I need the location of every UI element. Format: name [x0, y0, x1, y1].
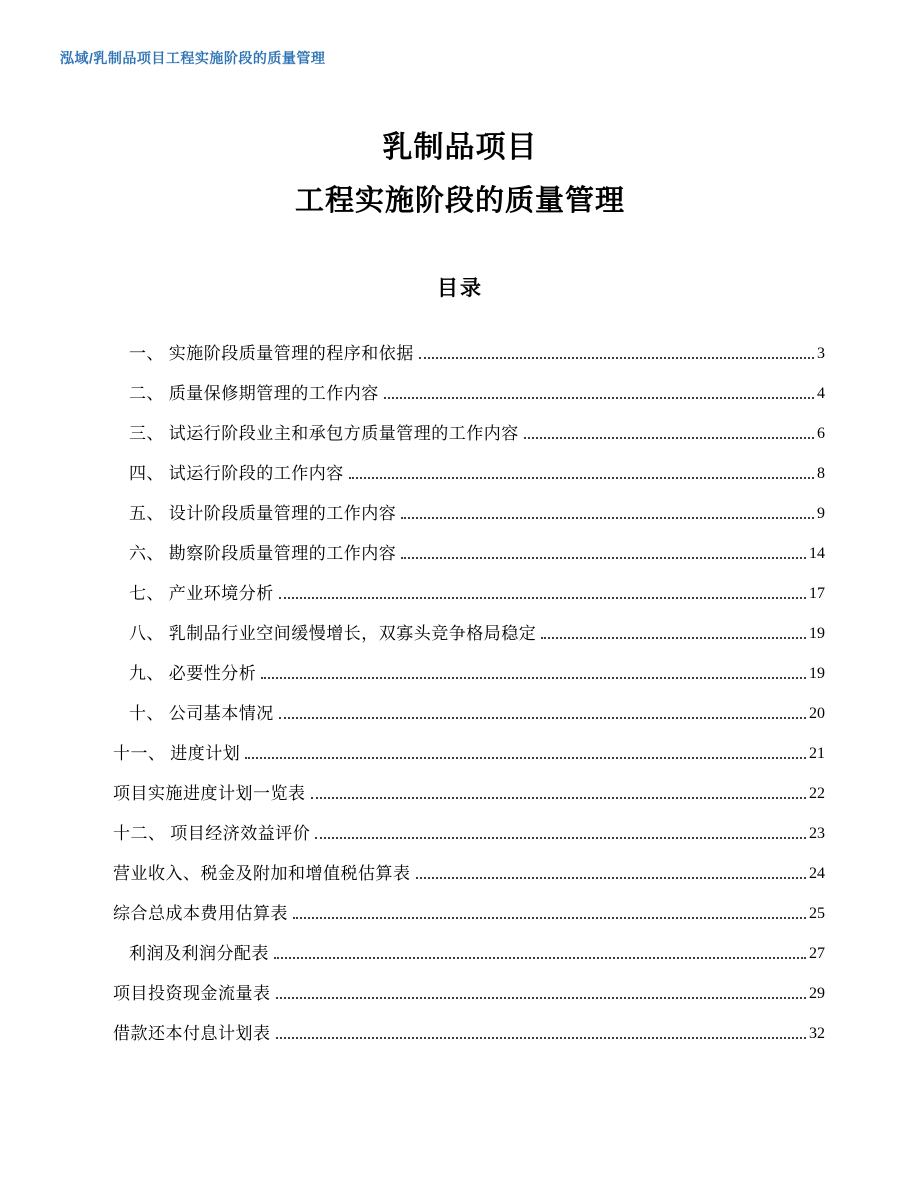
toc-entry-page-number: 14: [809, 545, 825, 562]
toc-entry-page-number: 9: [817, 505, 825, 522]
toc-entry[interactable]: [113, 764, 825, 804]
toc-entry-page-number: 21: [809, 745, 825, 762]
toc-entry-label: 二、 质量保修期管理的工作内容: [129, 383, 379, 403]
toc-dotted-leader: [279, 597, 806, 599]
toc-entry-page-number: 24: [809, 865, 825, 882]
toc-entry[interactable]: [113, 924, 825, 964]
toc-entry-label: 八、 乳制品行业空间缓慢增长，双寡头竞争格局稳定: [129, 623, 537, 643]
toc-entry-label: 借款还本付息计划表: [113, 1023, 271, 1043]
toc-entry-label: 四、 试运行阶段的工作内容: [129, 463, 344, 483]
toc-entry-page-number: 4: [817, 385, 825, 402]
toc-entry[interactable]: [113, 564, 825, 604]
toc-entry[interactable]: [113, 484, 825, 524]
toc-entry-label: 十、 公司基本情况: [129, 703, 274, 723]
toc-entry[interactable]: [113, 644, 825, 684]
toc-entry-label: 六、 勘察阶段质量管理的工作内容: [129, 543, 397, 563]
toc-dotted-leader: [416, 877, 807, 879]
toc-entry-label: 一、 实施阶段质量管理的程序和依据: [129, 343, 414, 363]
toc-dotted-leader: [401, 517, 814, 519]
toc-entry-page-number: 25: [809, 905, 825, 922]
toc-entry-label: 三、 试运行阶段业主和承包方质量管理的工作内容: [129, 423, 519, 443]
toc-dotted-leader: [274, 957, 806, 959]
toc-entry-page-number: 8: [817, 465, 825, 482]
toc-dotted-leader: [419, 357, 814, 359]
toc-entry-page-number: 27: [809, 945, 825, 962]
toc-dotted-leader: [349, 477, 814, 479]
toc-dotted-leader: [245, 757, 806, 759]
toc-dotted-leader: [315, 837, 806, 839]
toc-entry[interactable]: [113, 884, 825, 924]
toc-entry[interactable]: [113, 604, 825, 644]
toc-entry-label: 项目投资现金流量表: [113, 983, 271, 1003]
toc-dotted-leader: [276, 1037, 807, 1039]
toc-entry-page-number: 17: [809, 585, 825, 602]
toc-entry-label: 综合总成本费用估算表: [113, 903, 288, 923]
toc-list: [113, 324, 825, 1044]
document-title-line2: 工程实施阶段的质量管理: [294, 185, 625, 217]
toc-entry-label: 十一、 进度计划: [113, 743, 241, 763]
toc-entry-label: 项目实施进度计划一览表: [113, 783, 306, 803]
toc-entry[interactable]: [113, 364, 825, 404]
toc-entry-label: 利润及利润分配表: [129, 943, 269, 963]
toc-dotted-leader: [293, 917, 806, 919]
toc-entry-page-number: 29: [809, 985, 825, 1002]
toc-entry-label: 营业收入、税金及附加和增值税估算表: [113, 863, 411, 883]
toc-entry[interactable]: [113, 964, 825, 1004]
toc-entry-page-number: 32: [809, 1025, 825, 1042]
toc-entry[interactable]: [113, 804, 825, 844]
toc-entry-page-number: 19: [809, 625, 825, 642]
toc-dotted-leader: [384, 397, 814, 399]
toc-entry-label: 九、 必要性分析: [129, 663, 257, 683]
toc-entry[interactable]: [113, 324, 825, 364]
toc-entry-label: 七、 产业环境分析: [129, 583, 274, 603]
toc-entry[interactable]: [113, 684, 825, 724]
toc-entry[interactable]: [113, 444, 825, 484]
toc-dotted-leader: [401, 557, 806, 559]
toc-dotted-leader: [311, 797, 807, 799]
toc-entry[interactable]: [113, 524, 825, 564]
toc-entry[interactable]: [113, 1004, 825, 1044]
toc-entry-page-number: 23: [809, 825, 825, 842]
toc-heading: 目录: [437, 277, 483, 300]
toc-entry-page-number: 19: [809, 665, 825, 682]
toc-entry-label: 十二、 项目经济效益评价: [113, 823, 311, 843]
toc-entry[interactable]: [113, 724, 825, 764]
toc-dotted-leader: [261, 677, 806, 679]
toc-dotted-leader: [541, 637, 806, 639]
toc-entry-page-number: 3: [817, 345, 825, 362]
document-header-breadcrumb: 泓域/乳制品项目工程实施阶段的质量管理: [60, 50, 326, 66]
toc-entry-page-number: 20: [809, 705, 825, 722]
toc-dotted-leader: [276, 997, 807, 999]
toc-entry-label: 五、 设计阶段质量管理的工作内容: [129, 503, 397, 523]
toc-entry-page-number: 22: [809, 785, 825, 802]
toc-entry-page-number: 6: [817, 425, 825, 442]
toc-dotted-leader: [524, 437, 814, 439]
toc-entry[interactable]: [113, 844, 825, 884]
toc-dotted-leader: [279, 717, 806, 719]
document-title-line1: 乳制品项目: [382, 131, 538, 164]
toc-entry[interactable]: [113, 404, 825, 444]
